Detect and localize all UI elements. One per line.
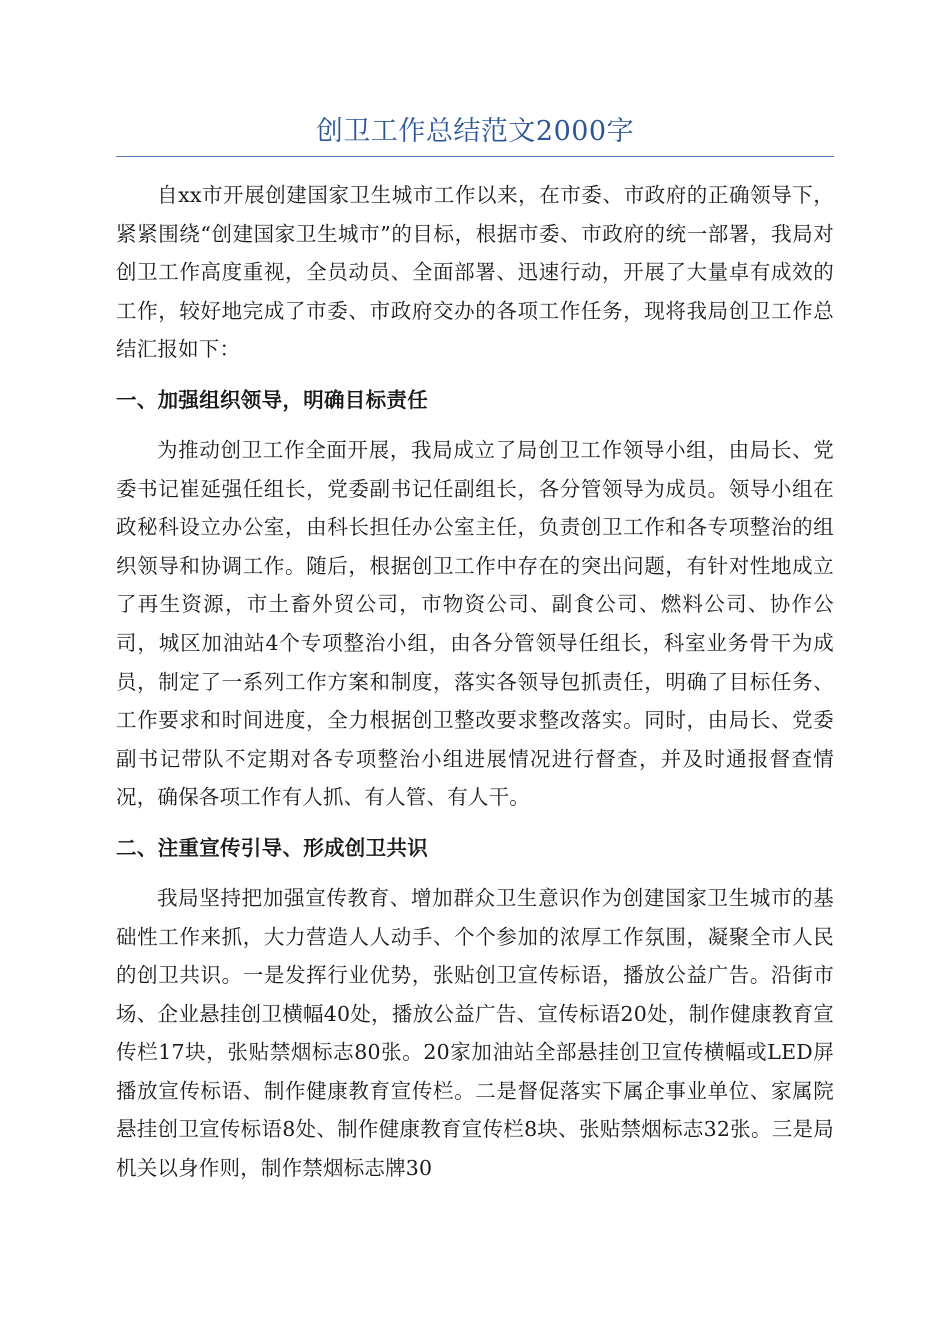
document-body xyxy=(116,176,834,1188)
title-bar xyxy=(116,110,834,157)
section-heading-1: 一、加强组织领导，明确目标责任 xyxy=(116,387,428,412)
section-paragraph-2: 我局坚持把加强宣传教育、增加群众卫生意识作为创建国家卫生城市的基础性工作来抓，大力营造人人动手、个个参加的浓厚工作氛围，凝聚全市人民的创卫共识。一是发挥行业优势，张贴创卫宣传标语，播放公益广告。沿街市场、企业悬挂创卫横幅40处，播放公益广告、宣传标语20处，制作健康教育宣传栏17块，张贴禁烟标志80张。20家加油站全部悬挂创卫宣传横幅或LED屏播放宣传标语、制作健康教育宣传栏。二是督促落实下属企事业单位、家属院悬挂创卫宣传标语8处、制作健康教育宣传栏8块、张贴禁烟标志32张。三是局机关以身作则，制作禁烟标志牌30 xyxy=(116,885,834,1181)
document-title: 创卫工作总结范文2000字 xyxy=(315,116,635,147)
section-paragraph-1: 为推动创卫工作全面开展，我局成立了局创卫工作领导小组，由局长、党委书记崔延强任组长，党委副书记任副组长，各分管领导为成员。领导小组在政秘科设立办公室，由科长担任办公室主任，负责创卫工作和各专项整治的组织领导和协调工作。随后，根据创卫工作中存在的突出问题，有针对性地成立了再生资源，市土畜外贸公司，市物资公司、副食公司、燃料公司、协作公司，城区加油站4个专项整治小组，由各分管领导任组长，科室业务骨干为成员，制定了一系列工作方案和制度，落实各领导包抓责任，明确了目标任务、工作要求和时间进度，全力根据创卫整改要求整改落实。同时，由局长、党委副书记带队不定期对各专项整治小组进展情况进行督查，并及时通报督查情况，确保各项工作有人抓、有人管、有人干。 xyxy=(116,437,834,810)
intro-paragraph: 自xx市开展创建国家卫生城市工作以来，在市委、市政府的正确领导下，紧紧围绕“创建国家卫生城市”的目标，根据市委、市政府的统一部署，我局对创卫工作高度重视，全员动员、全面部署、迅速行动，开展了大量卓有成效的工作，较好地完成了市委、市政府交办的各项工作任务，现将我局创卫工作总结汇报如下： xyxy=(116,183,834,362)
section-heading-2: 二、注重宣传引导、形成创卫共识 xyxy=(116,835,428,860)
